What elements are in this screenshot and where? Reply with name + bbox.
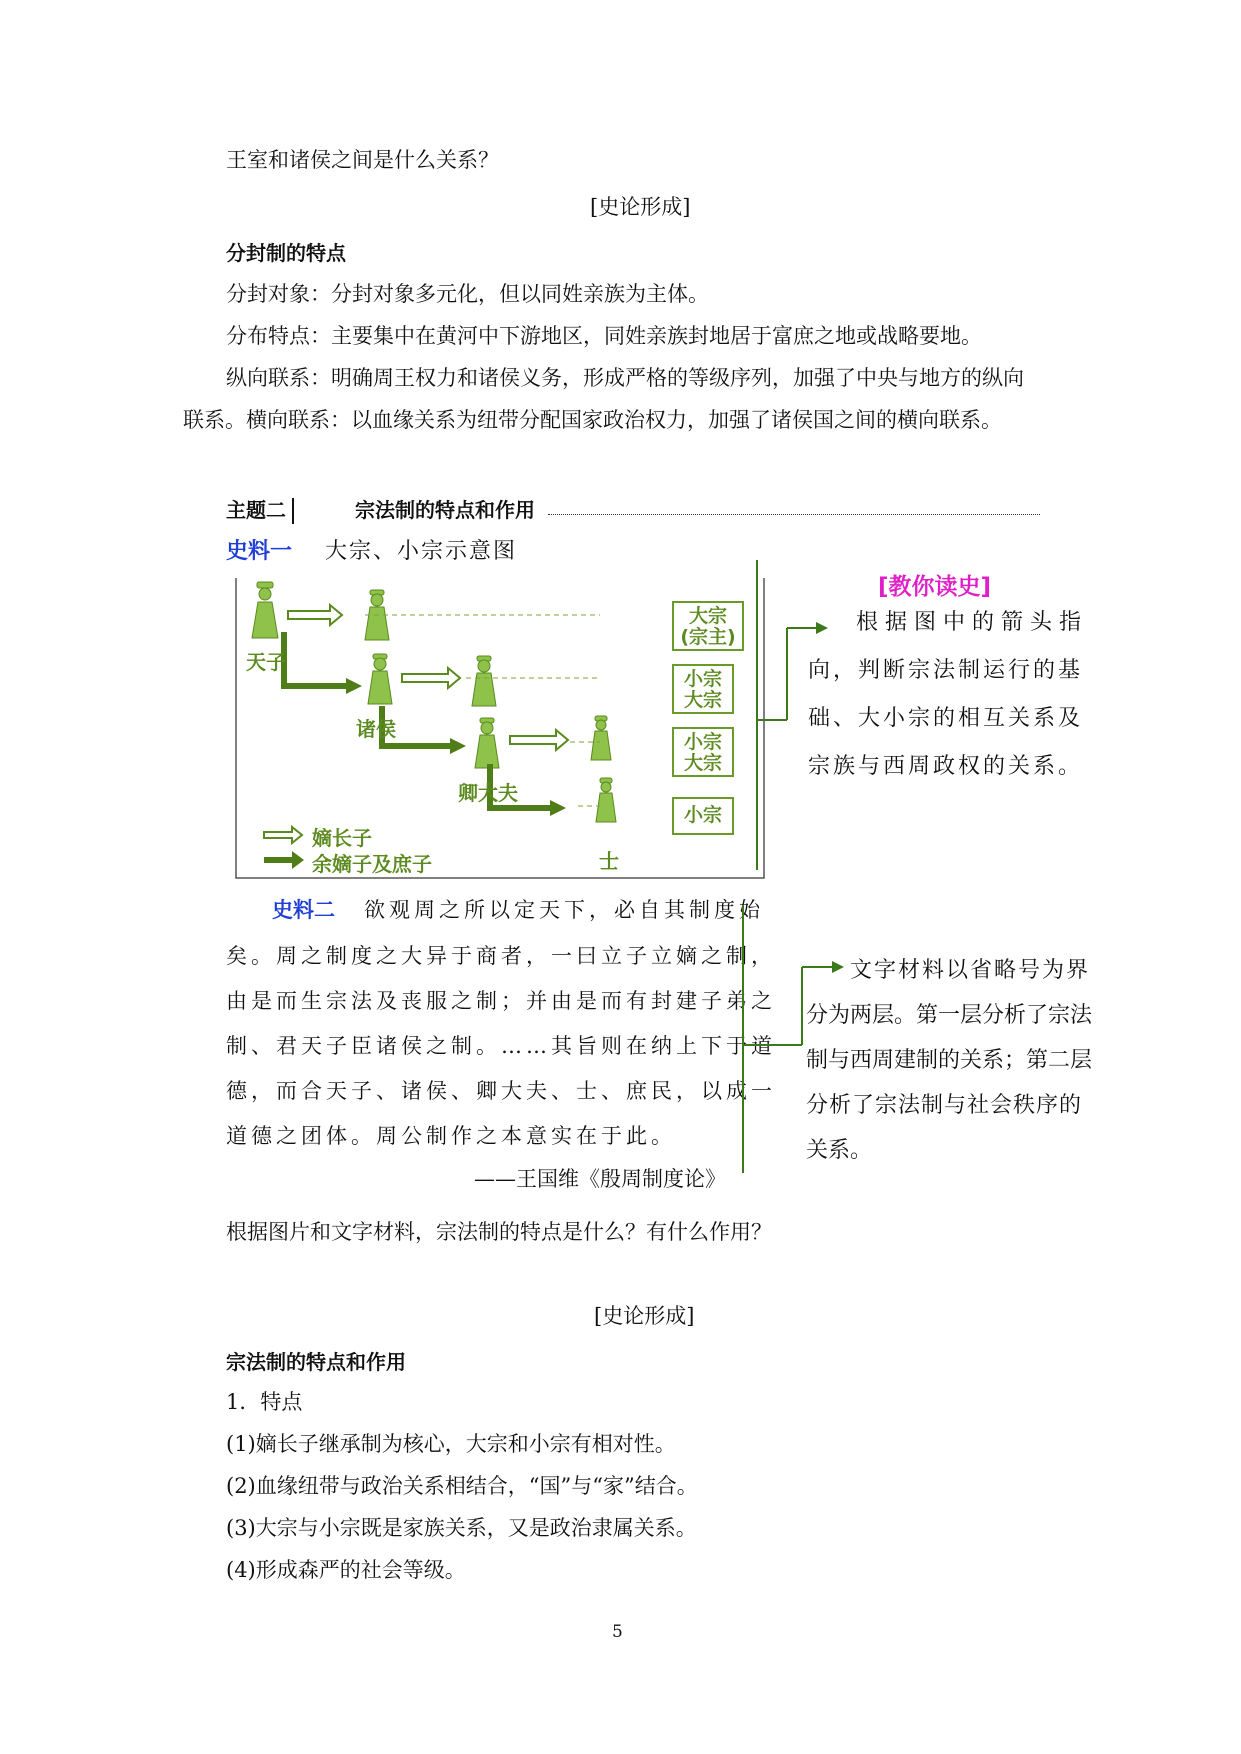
topic2-title: 宗法制的特点和作用 [355, 498, 535, 522]
figure-qingdafu [475, 718, 499, 768]
diagram-box-3-line-1: 小宗 [683, 731, 722, 753]
intro-question: 王室和诸侯之间是什么关系？ [226, 148, 499, 172]
note-line-4: 分析了宗法制与社会秩序的 [806, 1093, 1083, 1118]
hollow-arrow-1 [288, 605, 342, 625]
diagram-box-2-line-1: 小宗 [683, 668, 722, 690]
source2-line-4: 制、君天子臣诸侯之制。……其旨则在纳上下于道 [226, 1034, 776, 1058]
source1-label: 史料一 [226, 539, 293, 564]
source1-title: 大宗、小宗示意图 [325, 539, 518, 564]
rank-label-shi: 士 [599, 849, 619, 873]
rank-label-tianzi: 天子 [246, 650, 286, 674]
source2-citation: ——王国维《殷周制度论》 [474, 1167, 726, 1191]
solid-arrow-1 [284, 632, 348, 686]
diagram-box-2 [672, 664, 734, 714]
source2-line-3: 由是而生宗法及丧服之制；并由是而有封建子弟之 [226, 989, 776, 1013]
diagram-box-1 [672, 601, 744, 651]
source2-label: 史料二 [272, 898, 335, 922]
hollow-arrow-2 [402, 668, 460, 688]
section1-line-3: 纵向联系：明确周王权力和诸侯义务，形成严格的等级序列，加强了中央与地方的纵向 [226, 366, 1024, 390]
legend-hollow-arrow [264, 827, 302, 843]
source2-line-2: 矣。周之制度之大异于商者，一曰立子立嫡之制， [226, 944, 776, 968]
diagram-box-2-line-2: 大宗 [683, 689, 722, 711]
diagram-box-3-line-2: 大宗 [683, 752, 722, 774]
figure-tianzi [252, 582, 278, 638]
source2-line-5: 德，而合天子、诸侯、卿大夫、士、庶民，以成一 [226, 1079, 776, 1103]
diagram-box-1-line-1: 大宗 [688, 605, 727, 627]
section1-heading: [史论形成] [590, 195, 691, 219]
section2-item-3: (3)大宗与小宗既是家族关系，又是政治隶属关系。 [226, 1516, 697, 1540]
legend-solid-arrow [264, 851, 304, 869]
guide-heading: [教你读史] [878, 574, 992, 600]
topic2-label: 主题二 [226, 498, 286, 522]
legend-label-others: 余嫡子及庶子 [312, 852, 432, 876]
section1-line-4: 联系。横向联系：以血缘关系为纽带分配国家政治权力，加强了诸侯国之间的横向联系。 [183, 408, 1002, 432]
note-line-5: 关系。 [806, 1138, 873, 1163]
guide-line-1: 根据图中的箭头指 [856, 610, 1089, 635]
source2-line-6: 道德之团体。周公制作之本意实在于此。 [226, 1124, 676, 1148]
section1-title: 分封制的特点 [226, 241, 346, 265]
section1-line-1: 分封对象：分封对象多元化，但以同姓亲族为主体。 [226, 282, 709, 306]
topic2-dotted-rule [548, 514, 1040, 515]
diagram-box-1-line-2: (宗主) [680, 626, 736, 648]
note-line-1: 文字材料以省略号为界 [850, 958, 1091, 983]
section2-heading: [史论形成] [594, 1304, 695, 1328]
figure-zhuhou [368, 654, 392, 704]
section2-item-1: (1)嫡长子继承制为核心，大宗和小宗有相对性。 [226, 1432, 676, 1456]
topic2-divider [292, 498, 294, 524]
note-line-3: 制与西周建制的关系；第二层 [806, 1048, 1093, 1073]
figure-shi [596, 778, 616, 822]
rank-label-zhuhou: 诸侯 [356, 717, 396, 741]
page-number: 5 [612, 1622, 623, 1642]
figure-qingdafu-top [472, 656, 496, 706]
diagram-box-3 [672, 727, 734, 777]
rank-label-qingdafu: 卿大夫 [458, 781, 518, 805]
legend-label-eldest: 嫡长子 [312, 826, 372, 850]
diagram-box-4 [672, 797, 734, 835]
section2-item-4: (4)形成森严的社会等级。 [226, 1558, 466, 1582]
section1-line-2: 分布特点：主要集中在黄河中下游地区，同姓亲族封地居于富庶之地或战略要地。 [226, 324, 982, 348]
source2-line-1: 欲观周之所以定天下，必自其制度始 [364, 898, 764, 922]
figure-shi-top [591, 716, 611, 760]
section2-title: 宗法制的特点和作用 [226, 1350, 406, 1374]
guide-line-4: 宗族与西周政权的关系。 [808, 754, 1084, 779]
question-2: 根据图片和文字材料，宗法制的特点是什么？有什么作用？ [226, 1220, 772, 1244]
section2-subtitle: 1．特点 [226, 1390, 303, 1414]
guide-line-3: 础、大小宗的相互关系及 [808, 706, 1084, 731]
note-line-2: 分为两层。第一层分析了宗法 [806, 1003, 1093, 1028]
diagram-box-4-line-1: 小宗 [683, 804, 722, 826]
hollow-arrow-3 [510, 730, 568, 750]
guide-line-2: 向，判断宗法制运行的基 [808, 658, 1084, 683]
section2-item-2: (2)血缘纽带与政治关系相结合，“国”与“家”结合。 [226, 1474, 698, 1498]
